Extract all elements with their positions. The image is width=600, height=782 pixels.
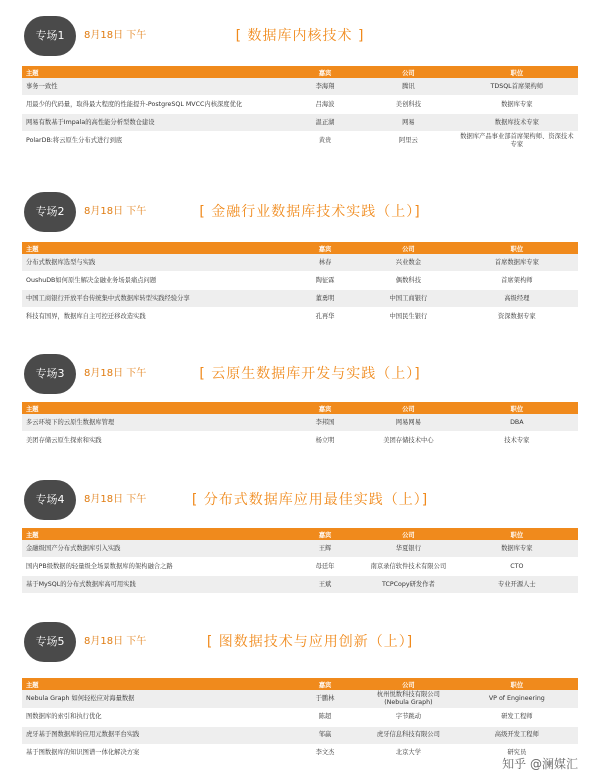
cell-position: 数据库产品事业部首席架构师、资深技术专家 [456, 132, 578, 151]
cell-company: 字节跳动 [361, 708, 456, 726]
cell-guest: 陈超 [289, 708, 361, 726]
header-guest: 嘉宾 [289, 66, 361, 78]
header-guest: 嘉宾 [289, 242, 361, 254]
cell-position: 首席架构师 [456, 272, 578, 290]
session-title: [ 金融行业数据库技术实践（上）] [199, 204, 421, 220]
table-row [22, 726, 578, 744]
watermark: 知乎 @澜媒汇 [502, 757, 578, 771]
header-company: 公司 [361, 242, 456, 254]
cell-company: 杭州悦数科技有限公司(Nebula Graph) [361, 690, 456, 708]
cell-company: 网易网易 [361, 414, 456, 432]
header-guest: 嘉宾 [289, 528, 361, 540]
header-company: 公司 [361, 66, 456, 78]
session-badge: 专场5 [24, 622, 76, 662]
cell-guest: 陶征霖 [289, 272, 361, 290]
cell-position: CTO [456, 558, 578, 576]
cell-position: 研究员 [456, 744, 578, 762]
session-title: [ 图数据技术与应用创新（上）] [206, 634, 414, 650]
session-title: [ 数据库内核技术 ] [235, 28, 365, 44]
header-guest: 嘉宾 [289, 678, 361, 690]
cell-topic: 国内PB级数据的轻量级全场景数据库的架构融合之路 [22, 558, 289, 576]
header-company: 公司 [361, 678, 456, 690]
session-badge: 专场2 [24, 192, 76, 232]
cell-company: 虎牙信息科技有限公司 [361, 726, 456, 744]
table-header-row [22, 66, 578, 78]
cell-guest: 林春 [289, 254, 361, 272]
header-company: 公司 [361, 402, 456, 414]
table-row [22, 290, 578, 308]
cell-guest: 黄贵 [289, 132, 361, 151]
header-position: 职位 [456, 402, 578, 414]
cell-position: 专业开源人士 [456, 576, 578, 594]
cell-topic: 多云环境下的云原生数据库管理 [22, 414, 289, 432]
cell-guest: 李文杰 [289, 744, 361, 762]
cell-company: TCPCopy研发作者 [361, 576, 456, 594]
cell-company: 偶数科技 [361, 272, 456, 290]
table-row [22, 96, 578, 114]
header-topic: 主题 [22, 242, 289, 254]
cell-guest: 邹赢 [289, 726, 361, 744]
table-row [22, 78, 578, 96]
cell-guest: 李邦国 [289, 414, 361, 432]
cell-topic: 美团存储云原生探索和实践 [22, 432, 289, 450]
session-date: 8月18日 下午 [84, 368, 147, 379]
table-row [22, 744, 578, 762]
cell-topic: 网易有数基于Impala的高性能分析型数仓建设 [22, 114, 289, 132]
cell-topic: 图数据库的索引和执行优化 [22, 708, 289, 726]
header-company: 公司 [361, 528, 456, 540]
cell-company: 中国民生银行 [361, 308, 456, 326]
cell-company: 美团存储技术中心 [361, 432, 456, 450]
header-topic: 主题 [22, 528, 289, 540]
cell-topic: 基于MySQL的分布式数据库高可用实践 [22, 576, 289, 594]
table-header-row [22, 528, 578, 540]
table-header-row [22, 242, 578, 254]
table-row [22, 558, 578, 576]
header-topic: 主题 [22, 66, 289, 78]
cell-topic: Nebula Graph 如何轻松应对海量数据 [22, 690, 289, 708]
cell-topic: 基于图数据库的知识图谱一体化解决方案 [22, 744, 289, 762]
cell-topic: 用最少的代码量，取得最大程度的性能提升-PostgreSQL MVCC内核深度优化 [22, 96, 289, 114]
header-position: 职位 [456, 242, 578, 254]
table-row [22, 432, 578, 450]
cell-company: 腾讯 [361, 78, 456, 96]
cell-company: 南京录信软件技术有限公司 [361, 558, 456, 576]
cell-position: 首席数据库专家 [456, 254, 578, 272]
table-row [22, 272, 578, 290]
session-date: 8月18日 下午 [84, 636, 147, 647]
table-header-row [22, 402, 578, 414]
session-table [22, 528, 578, 594]
cell-company: 阿里云 [361, 132, 456, 151]
header-position: 职位 [456, 66, 578, 78]
cell-guest: 王斌 [289, 576, 361, 594]
cell-position: DBA [456, 414, 578, 432]
table-row [22, 114, 578, 132]
cell-topic: 分布式数据库选型与实践 [22, 254, 289, 272]
cell-position: 高级经理 [456, 290, 578, 308]
cell-position: 研发工程师 [456, 708, 578, 726]
session-badge: 专场4 [24, 480, 76, 520]
session-title: [ 分布式数据库应用最佳实践（上）] [191, 492, 429, 508]
cell-position: VP of Engineering [456, 690, 578, 708]
cell-guest: 杨立明 [289, 432, 361, 450]
cell-company: 北京大学 [361, 744, 456, 762]
session-badge: 专场1 [24, 16, 76, 56]
cell-guest: 吕海波 [289, 96, 361, 114]
cell-guest: 母廷年 [289, 558, 361, 576]
table-row [22, 414, 578, 432]
header-position: 职位 [456, 678, 578, 690]
table-row [22, 540, 578, 558]
cell-guest: 温正湖 [289, 114, 361, 132]
cell-topic: 金融级国产分布式数据库引入实践 [22, 540, 289, 558]
cell-guest: 王辉 [289, 540, 361, 558]
session-date: 8月18日 下午 [84, 30, 147, 41]
cell-topic: OushuDB如何原生解决金融业务场景痛点问题 [22, 272, 289, 290]
session-table [22, 678, 578, 763]
cell-company: 华夏银行 [361, 540, 456, 558]
session-date: 8月18日 下午 [84, 494, 147, 505]
cell-position: 技术专家 [456, 432, 578, 450]
cell-company: 网易 [361, 114, 456, 132]
session-badge: 专场3 [24, 354, 76, 394]
cell-topic: 中国工商银行开放平台传统集中式数据库转型实践经验分享 [22, 290, 289, 308]
session-table [22, 66, 578, 151]
table-row [22, 132, 578, 151]
cell-guest: 董勇明 [289, 290, 361, 308]
session-table [22, 242, 578, 326]
header-guest: 嘉宾 [289, 402, 361, 414]
session-date: 8月18日 下午 [84, 206, 147, 217]
header-topic: 主题 [22, 402, 289, 414]
cell-topic: 事务一致性 [22, 78, 289, 96]
cell-guest: 于鹏林 [289, 690, 361, 708]
table-row [22, 690, 578, 708]
header-position: 职位 [456, 528, 578, 540]
cell-position: 数据库专家 [456, 540, 578, 558]
session-table [22, 402, 578, 450]
cell-guest: 孔再华 [289, 308, 361, 326]
table-row [22, 308, 578, 326]
cell-company: 美创科技 [361, 96, 456, 114]
cell-position: 资深数据专家 [456, 308, 578, 326]
cell-guest: 李海翔 [289, 78, 361, 96]
table-header-row [22, 678, 578, 690]
session-title: [ 云原生数据库开发与实践（上）] [199, 366, 421, 382]
cell-topic: PolarDB:将云原生分布式进行到底 [22, 132, 289, 151]
header-topic: 主题 [22, 678, 289, 690]
cell-company: 兴业数金 [361, 254, 456, 272]
table-row [22, 254, 578, 272]
cell-position: TDSQL首席架构师 [456, 78, 578, 96]
cell-topic: 虎牙基于图数据库的应用元数据平台实践 [22, 726, 289, 744]
cell-company: 中国工商银行 [361, 290, 456, 308]
table-row [22, 576, 578, 594]
cell-position: 数据库专家 [456, 96, 578, 114]
cell-position: 高级开发工程师 [456, 726, 578, 744]
cell-topic: 科技有国界，数据库自主可控迁移改造实践 [22, 308, 289, 326]
cell-position: 数据库技术专家 [456, 114, 578, 132]
table-row [22, 708, 578, 726]
